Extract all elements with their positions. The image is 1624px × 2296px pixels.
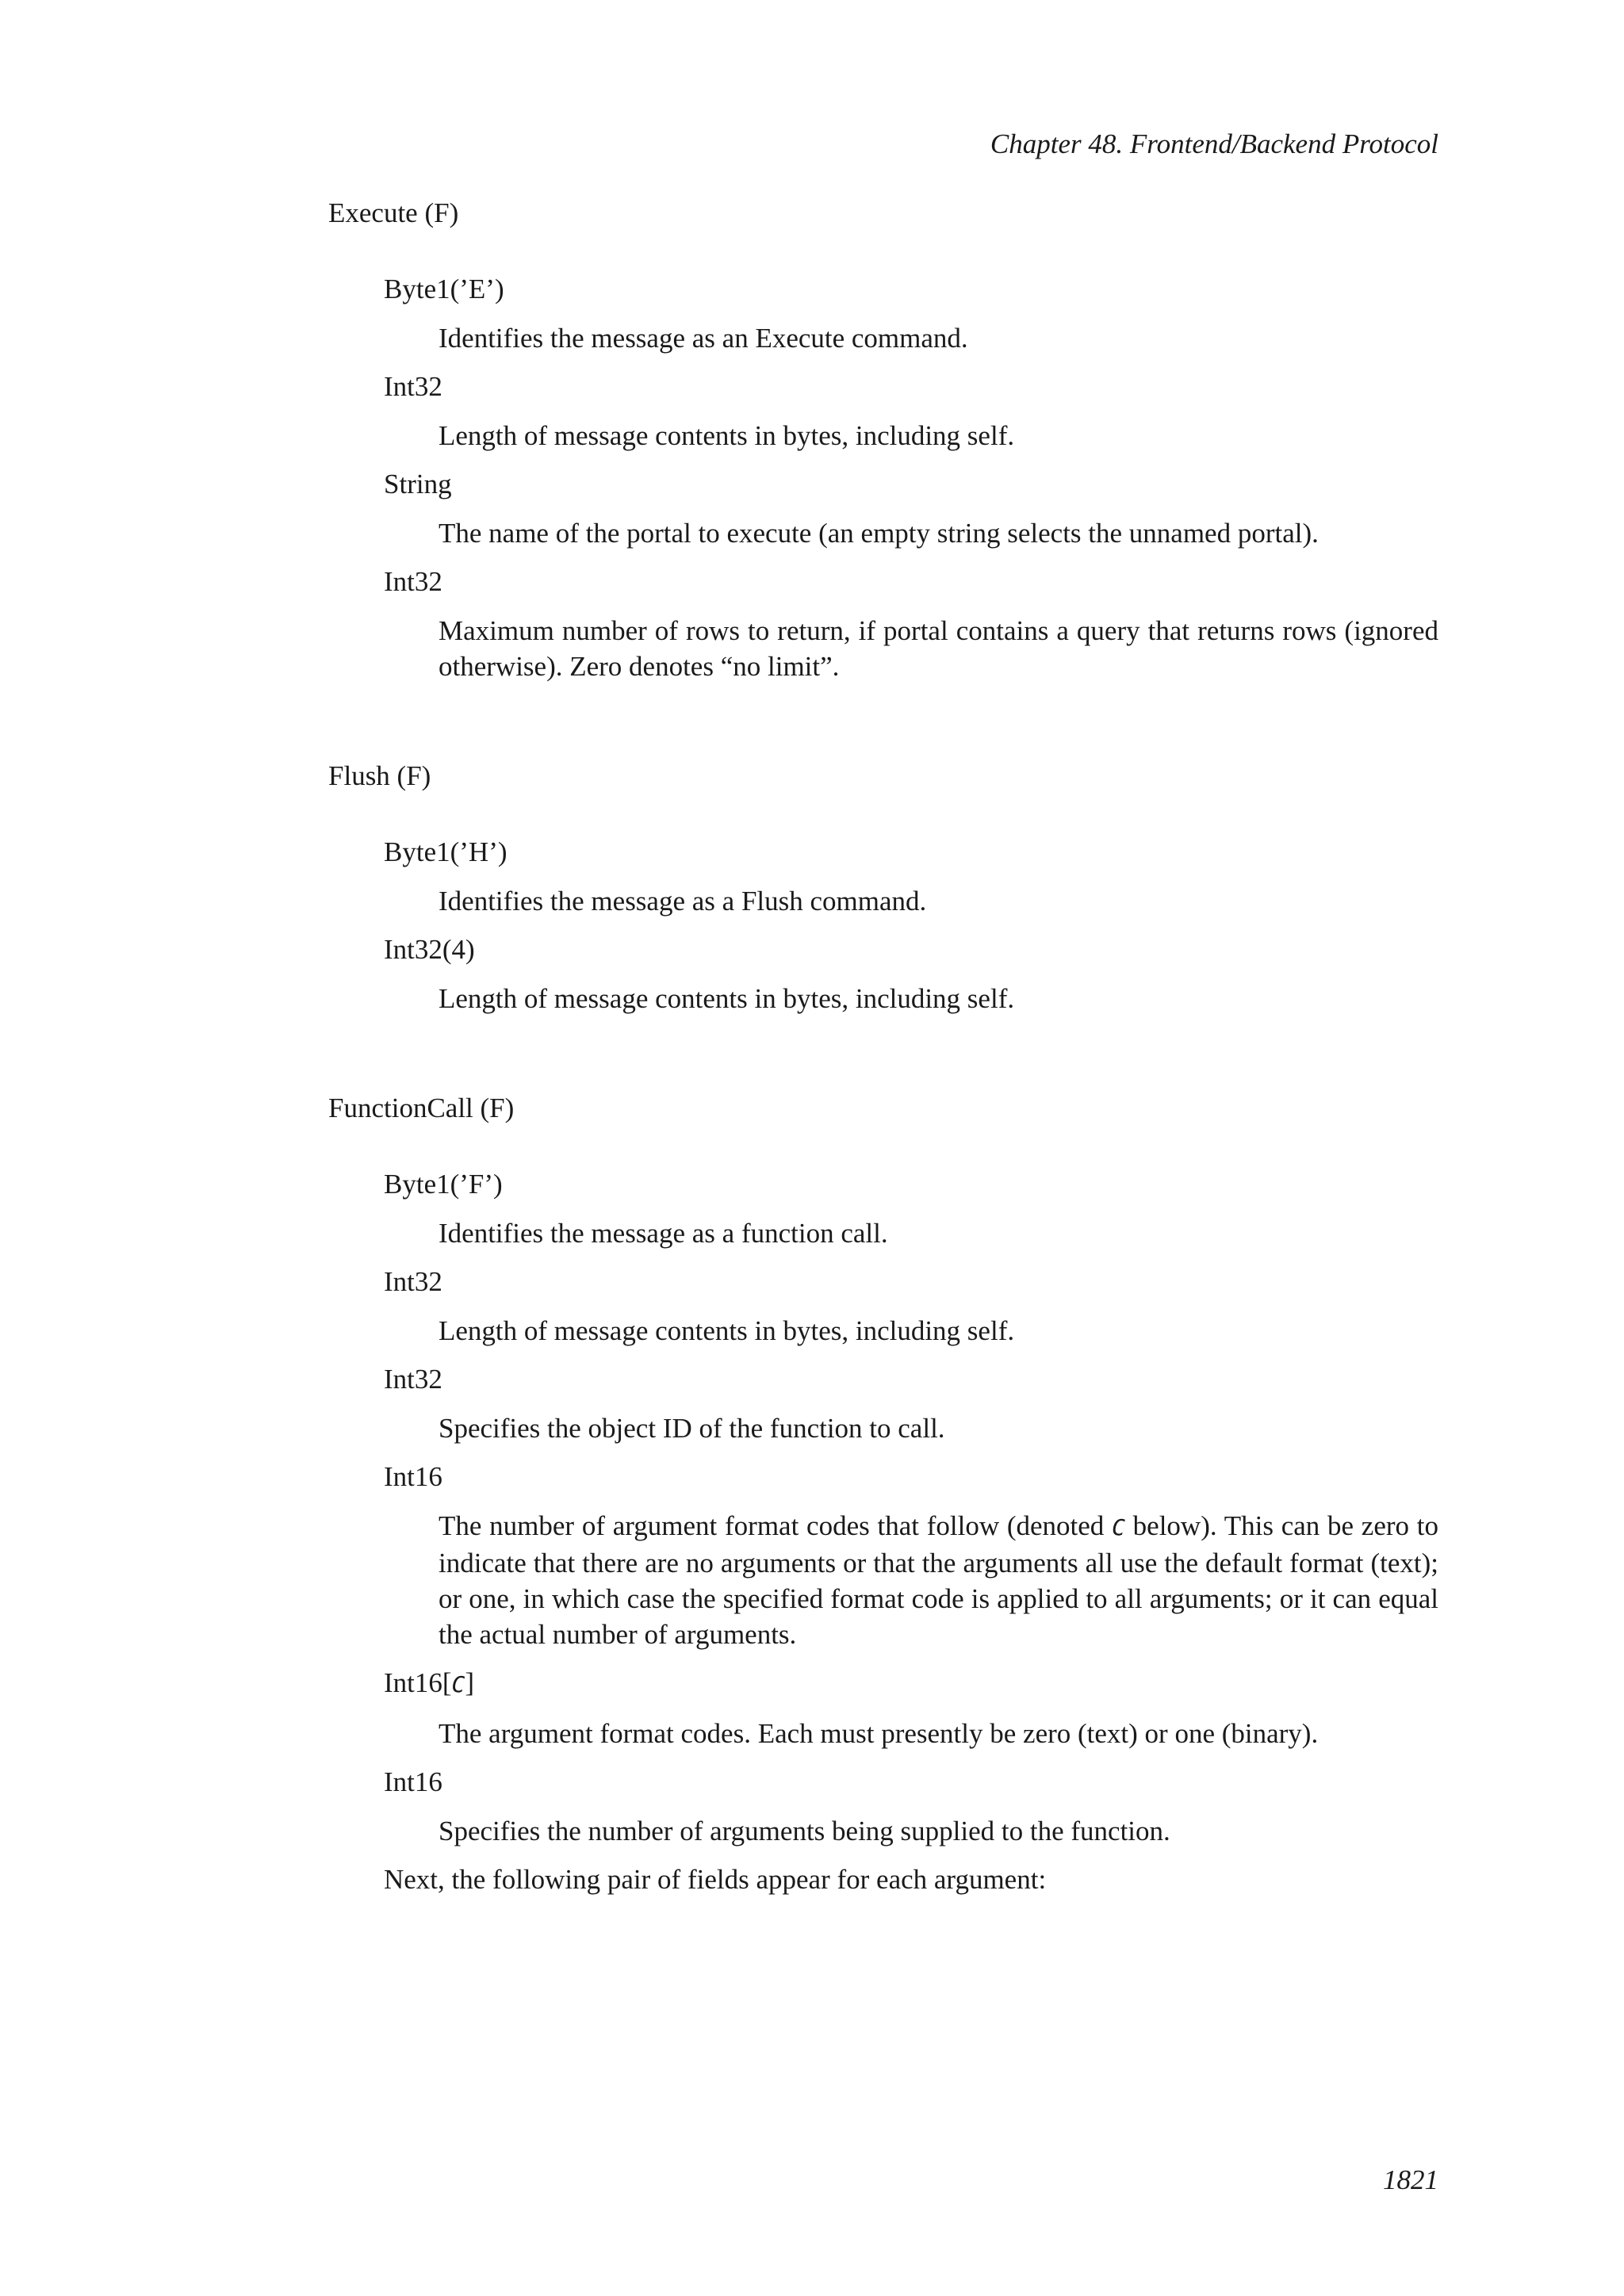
- field-description: Specifies the object ID of the function to call.: [439, 1413, 945, 1444]
- field-name: Int16: [384, 1766, 442, 1797]
- message-title: FunctionCall (F): [328, 1093, 515, 1123]
- field-entry: [328, 467, 1438, 551]
- page-content: [328, 196, 1438, 1972]
- trailer-text: Next, the following pair of fields appear for each argument:: [384, 1864, 1047, 1895]
- field-name: Int32(4): [384, 934, 475, 965]
- message-functioncall: [328, 1091, 1438, 1897]
- field-description: Identifies the message as a function call.: [439, 1218, 888, 1249]
- field-entry: [328, 1460, 1438, 1652]
- field-name: Byte1(’F’): [384, 1169, 503, 1200]
- field-entry: [328, 1362, 1438, 1446]
- desc-text: The number of argument format codes that follow (denoted: [439, 1510, 1113, 1541]
- message-title: Flush (F): [328, 760, 431, 791]
- field-name: Int32: [384, 1266, 442, 1297]
- field-name: [384, 1666, 1438, 1702]
- field-entry: [328, 1666, 1438, 1751]
- field-description: The name of the portal to execute (an empty string selects the unnamed portal).: [439, 518, 1319, 549]
- field-entry: [328, 1265, 1438, 1349]
- field-entry: [328, 835, 1438, 919]
- field-entry: [328, 564, 1438, 684]
- name-text: ]: [465, 1667, 475, 1698]
- field-name: String: [384, 469, 452, 499]
- message-title: Execute (F): [328, 197, 459, 228]
- field-entry: [328, 932, 1438, 1016]
- desc-text: below). This can be zero to indicate that there are no arguments or that the arguments all use the default format (text); or one, in which case the specified format code is applied to all arguments; or it can equal the actual number of arguments.: [439, 1510, 1438, 1650]
- field-description: Length of message contents in bytes, including self.: [439, 983, 1015, 1014]
- message-flush: [328, 759, 1438, 1016]
- message-execute: [328, 196, 1438, 684]
- field-entry: [328, 272, 1438, 356]
- running-header: Chapter 48. Frontend/Backend Protocol: [990, 128, 1438, 159]
- field-entry: [328, 369, 1438, 453]
- field-name: Int32: [384, 371, 442, 402]
- field-description: The argument format codes. Each must presently be zero (text) or one (binary).: [439, 1718, 1319, 1749]
- field-name: Int32: [384, 566, 442, 597]
- field-entry: [328, 1765, 1438, 1849]
- name-text: Int16[: [384, 1667, 452, 1698]
- code-placeholder: C: [451, 1671, 465, 1697]
- field-description: Length of message contents in bytes, including self.: [439, 420, 1015, 451]
- field-description: Identifies the message as a Flush command.: [439, 886, 927, 916]
- field-name: Int16: [384, 1461, 442, 1492]
- field-description: [439, 1508, 1438, 1652]
- field-description: Identifies the message as an Execute command.: [439, 323, 968, 354]
- field-entry: [328, 1167, 1438, 1251]
- page-number: 1821: [1383, 2164, 1438, 2195]
- field-description: Maximum number of rows to return, if portal contains a query that returns rows (ignored otherwise). Zero denotes “no limit”.: [439, 615, 1438, 682]
- field-name: Byte1(’E’): [384, 274, 504, 304]
- code-placeholder: C: [1112, 1514, 1125, 1540]
- field-description: Length of message contents in bytes, including self.: [439, 1315, 1015, 1346]
- field-name: Byte1(’H’): [384, 836, 508, 867]
- field-name: Int32: [384, 1364, 442, 1395]
- field-description: Specifies the number of arguments being supplied to the function.: [439, 1816, 1170, 1846]
